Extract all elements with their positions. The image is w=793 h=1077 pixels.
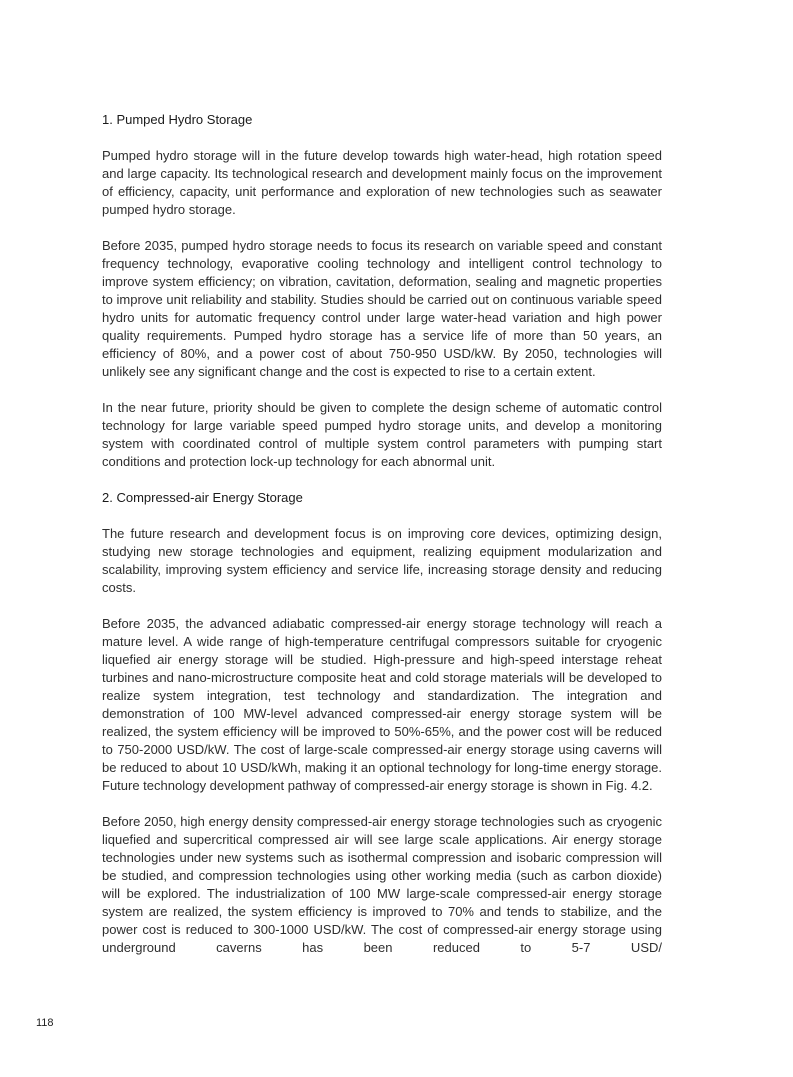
paragraph: Before 2035, the advanced adiabatic compressed-air energy storage technology will reach a mature level. A wide range of high-temperature centrifugal compressors suitable for cryogenic liquefied air energy storage will be studied. High-pressure and high-speed interstage reheat turbines and nano-microstructure composite heat and cold storage materials will be developed to realize system integration, test technology and standardization. The integration and demonstration of 100 MW-level advanced compressed-air energy storage system will be realized, the system efficiency will be improved to 50%-65%, and the power cost will be reduced to 750-2000 USD/kW. The cost of large-scale compressed-air energy storage using caverns will be reduced to about 10 USD/kWh, making it an optional technology for long-time energy storage. Future technology development pathway of compressed-air energy storage is shown in Fig. 4.2. (102, 616, 662, 793)
paragraph: In the near future, priority should be given to complete the design scheme of automatic control technology for large variable speed pumped hydro storage units, and develop a monitoring system with coordinated control of multiple system control parameters with pumping start conditions and protection lock-up technology for each abnormal unit. (102, 400, 662, 469)
page-body (102, 111, 662, 975)
page-number: 118 (36, 1017, 54, 1029)
section-heading-pumped-hydro: 1. Pumped Hydro Storage (102, 112, 253, 127)
paragraph: The future research and development focus is on improving core devices, optimizing design, studying new storage technologies and equipment, realizing equipment modularization and scalability, improving system efficiency and service life, increasing storage density and reducing costs. (102, 526, 662, 595)
section-heading-compressed-air: 2. Compressed-air Energy Storage (102, 490, 303, 505)
paragraph: Before 2035, pumped hydro storage needs to focus its research on variable speed and constant frequency technology, evaporative cooling technology and intelligent control technology to improve system efficiency; on vibration, cavitation, deformation, sealing and magnetic properties to improve unit reliability and stability. Studies should be carried out on continuous variable speed hydro units for automatic frequency control under large water-head variation and high power quality requirements. Pumped hydro storage has a service life of more than 50 years, an efficiency of 80%, and a power cost of about 750-950 USD/kW. By 2050, technologies will unlikely see any significant change and the cost is expected to rise to a certain extent. (102, 238, 662, 379)
paragraph: Before 2050, high energy density compressed-air energy storage technologies such as cryogenic liquefied and supercritical compressed air will see large scale applications. Air energy storage technologies under new systems such as isothermal compression and isobaric compression will be studied, and compression technologies using other working media (such as carbon dioxide) will be explored. The industrialization of 100 MW large-scale compressed-air energy storage system are realized, the system efficiency is improved to 70% and tends to stabilize, and the power cost is reduced to 300-1000 USD/kW. The cost of compressed-air energy storage using underground caverns has been reduced to 5-7 USD/ (102, 814, 662, 955)
paragraph: Pumped hydro storage will in the future develop towards high water-head, high rotation speed and large capacity. Its technological research and development mainly focus on the improvement of efficiency, capacity, unit performance and exploration of new technologies such as seawater pumped hydro storage. (102, 148, 662, 217)
